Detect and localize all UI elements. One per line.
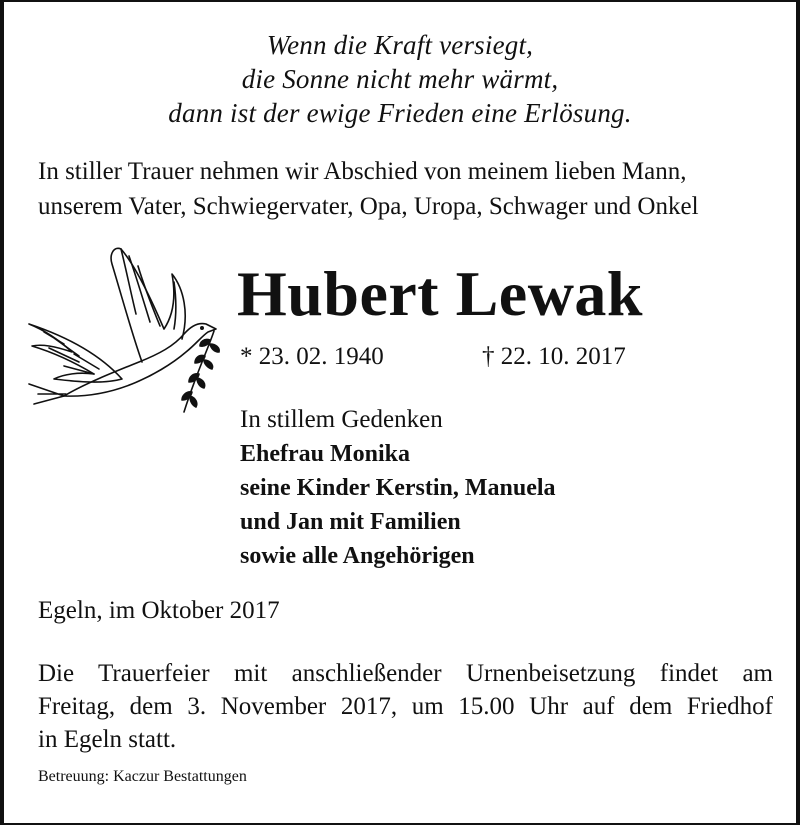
funeral-home-credit: Betreuung: Kaczur Bestattungen [38, 768, 247, 785]
ceremony-text [38, 657, 773, 756]
ceremony-line: Die Trauerfeier mit anschließender Urnenbeisetzung findet am [38, 660, 773, 687]
poem-line: die Sonne nicht mehr wärmt, [241, 64, 559, 94]
intro-text [38, 154, 773, 224]
deceased-name: Hubert Lewak [237, 258, 643, 329]
mourner-line: sowie alle Angehörigen [240, 543, 475, 569]
poem-line: Wenn die Kraft versiegt, [266, 30, 534, 60]
mourners-block [240, 403, 556, 573]
birth-date: * 23. 02. 1940 [240, 343, 384, 370]
ceremony-line: in Egeln statt. [38, 726, 177, 753]
dove-with-olive-branch-icon [24, 234, 239, 419]
ceremony-line: Freitag, dem 3. November 2017, um 15.00 Uhr auf dem Friedhof [38, 693, 773, 720]
intro-line: unserem Vater, Schwiegervater, Opa, Uropa, Schwager und Onkel [38, 193, 699, 220]
mourner-line: seine Kinder Kerstin, Manuela [240, 475, 556, 501]
mourner-line: Ehefrau Monika [240, 441, 411, 467]
poem-line: dann ist der ewige Frieden eine Erlösung. [168, 98, 632, 128]
mourner-line: und Jan mit Familien [240, 509, 461, 535]
poem [4, 28, 796, 130]
mourners-heading: In stillem Gedenken [240, 406, 443, 433]
place-and-date: Egeln, im Oktober 2017 [38, 597, 280, 624]
intro-line: In stiller Trauer nehmen wir Abschied von meinem lieben Mann, [38, 158, 687, 185]
death-date: † 22. 10. 2017 [482, 343, 626, 370]
